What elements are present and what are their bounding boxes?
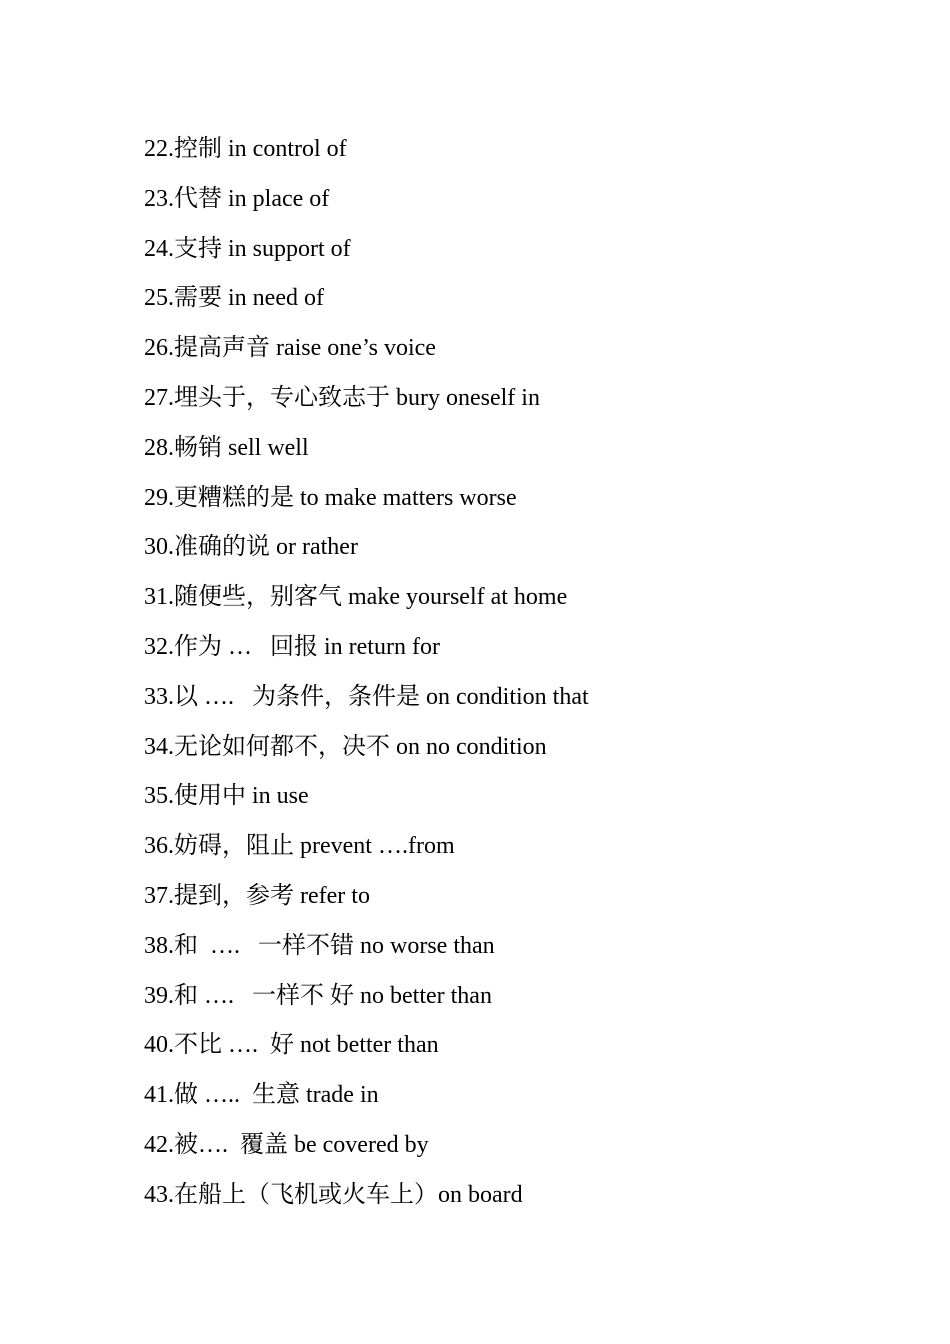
phrase-item-33: 33.以 …. 为条件，条件是 on condition that — [144, 683, 589, 710]
phrase-item-37: 37.提到，参考 refer to — [144, 882, 370, 909]
phrase-item-36: 36.妨碍，阻止 prevent ….from — [144, 833, 455, 860]
phrase-item-40: 40.不比 …. 好 not better than — [144, 1032, 439, 1059]
phrase-item-41: 41.做 ….. 生意 trade in — [144, 1082, 379, 1109]
phrase-item-39: 39.和 …. 一样不 好 no better than — [144, 982, 492, 1009]
phrase-item-43: 43.在船上（飞机或火车上）on board — [144, 1181, 523, 1208]
phrase-item-28: 28.畅销 sell well — [144, 434, 309, 461]
phrase-item-42: 42.被…. 覆盖 be covered by — [144, 1131, 429, 1158]
phrase-item-32: 32.作为 … 回报 in return for — [144, 633, 440, 660]
phrase-item-26: 26.提高声音 raise one’s voice — [144, 335, 436, 362]
phrase-item-27: 27.埋头于，专心致志于 bury oneself in — [144, 384, 540, 411]
phrase-item-24: 24.支持 in support of — [144, 235, 351, 262]
phrase-list — [144, 128, 589, 1224]
phrase-item-38: 38.和 …. 一样不错 no worse than — [144, 932, 495, 959]
phrase-item-25: 25.需要 in need of — [144, 285, 324, 312]
phrase-item-23: 23.代替 in place of — [144, 185, 330, 212]
phrase-item-31: 31.随便些，别客气 make yourself at home — [144, 584, 568, 611]
phrase-item-29: 29.更糟糕的是 to make matters worse — [144, 484, 517, 511]
phrase-item-35: 35.使用中 in use — [144, 783, 309, 810]
phrase-item-34: 34.无论如何都不，决不 on no condition — [144, 733, 547, 760]
phrase-item-22: 22.控制 in control of — [144, 136, 347, 162]
phrase-item-30: 30.准确的说 or rather — [144, 534, 358, 561]
